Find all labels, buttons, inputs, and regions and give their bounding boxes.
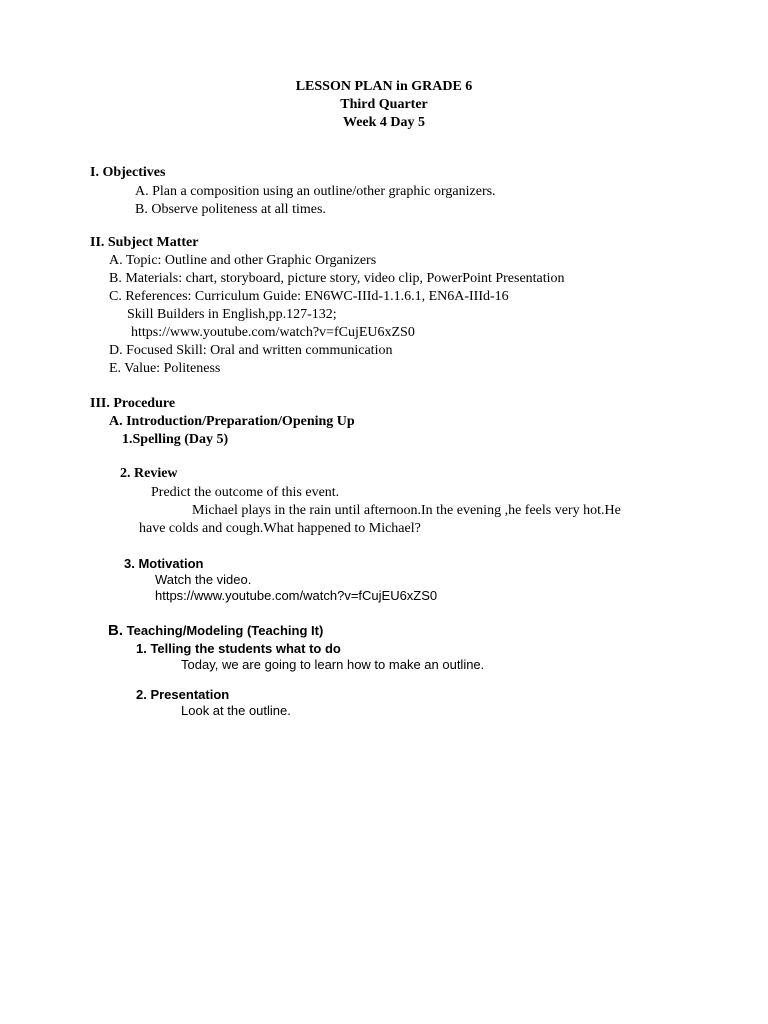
- teaching-modeling-heading: [108, 622, 323, 640]
- page-title: LESSON PLAN in GRADE 6: [295, 79, 473, 94]
- motivation-text: Watch the video.: [155, 572, 252, 587]
- week-subtitle: Week 4 Day 5: [342, 115, 426, 130]
- subject-value: E. Value: Politeness: [109, 361, 221, 376]
- telling-heading: 1. Telling the students what to do: [136, 641, 341, 656]
- motivation-heading: 3. Motivation: [124, 556, 204, 571]
- section-b-title: Teaching/Modeling (Teaching It): [123, 623, 324, 638]
- procedure-heading: III. Procedure: [90, 396, 176, 411]
- subject-references-book: Skill Builders in English,pp.127-132;: [127, 307, 337, 322]
- objective-item-a: A. Plan a composition using an outline/other graphic organizers.: [135, 184, 496, 199]
- spelling-heading: 1.Spelling (Day 5): [122, 432, 229, 447]
- procedure-section-a: A. Introduction/Preparation/Opening Up: [109, 414, 355, 429]
- objective-item-b: B. Observe politeness at all times.: [135, 202, 326, 217]
- motivation-link: https://www.youtube.com/watch?v=fCujEU6xZS0: [155, 588, 438, 603]
- presentation-text: Look at the outline.: [181, 703, 291, 718]
- review-prompt: Predict the outcome of this event.: [151, 485, 340, 500]
- objectives-heading: I. Objectives: [90, 165, 166, 180]
- subject-materials: B. Materials: chart, storyboard, picture story, video clip, PowerPoint Presentation: [109, 271, 565, 286]
- telling-text: Today, we are going to learn how to make an outline.: [181, 657, 485, 672]
- subject-references: C. References: Curriculum Guide: EN6WC-IIId-1.1.6.1, EN6A-IIId-16: [109, 289, 509, 304]
- section-b-letter: B.: [108, 622, 123, 639]
- review-heading: 2. Review: [120, 466, 178, 481]
- review-text-line-2: have colds and cough.What happened to Michael?: [139, 521, 421, 536]
- quarter-subtitle: Third Quarter: [340, 97, 428, 112]
- subject-focused-skill: D. Focused Skill: Oral and written communication: [109, 343, 393, 358]
- subject-matter-heading: II. Subject Matter: [90, 235, 199, 250]
- subject-topic: A. Topic: Outline and other Graphic Organizers: [109, 253, 377, 268]
- presentation-heading: 2. Presentation: [136, 687, 230, 702]
- review-text-line-1: Michael plays in the rain until afternoon.In the evening ,he feels very hot.He: [192, 503, 621, 518]
- subject-references-link: https://www.youtube.com/watch?v=fCujEU6xZS0: [131, 325, 415, 340]
